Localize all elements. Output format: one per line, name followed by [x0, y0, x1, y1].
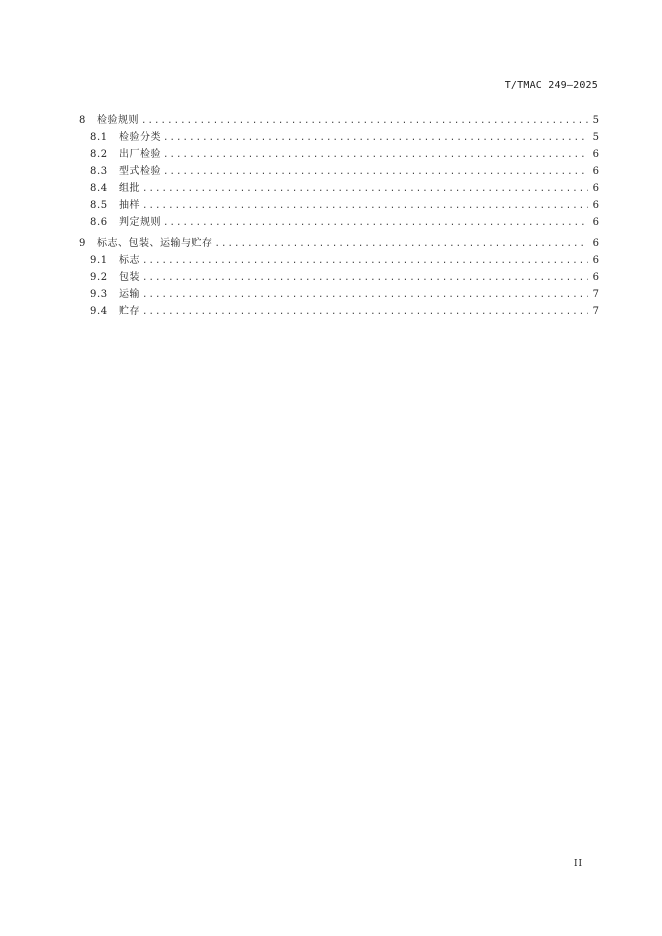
toc-entry-9-2[interactable] — [79, 271, 599, 288]
toc-entry-number: 9.4 — [90, 306, 108, 317]
toc-entry-title: 出厂检验 — [119, 149, 161, 160]
toc-dot-leader — [215, 237, 589, 251]
toc-entry-number: 8.3 — [90, 166, 108, 177]
toc-entry-title: 贮存 — [119, 306, 140, 317]
toc-entry-number: 8.5 — [90, 200, 108, 211]
toc-entry-page: 5 — [592, 115, 599, 126]
page-number: II — [574, 859, 584, 869]
toc-entry-page: 6 — [592, 166, 599, 177]
toc-entry-page: 6 — [592, 149, 599, 160]
toc-entry-page: 6 — [592, 255, 599, 266]
toc-entry-title: 型式检验 — [119, 166, 161, 177]
toc-dot-leader — [163, 165, 588, 179]
toc-entry-8-4[interactable] — [79, 182, 599, 199]
toc-entry-page: 6 — [592, 200, 599, 211]
table-of-contents — [79, 114, 599, 322]
toc-entry-9[interactable] — [79, 237, 599, 254]
toc-entry-number: 8.2 — [90, 149, 108, 160]
toc-entry-title: 标志 — [119, 255, 140, 266]
toc-entry-9-1[interactable] — [79, 254, 599, 271]
toc-dot-leader — [142, 271, 588, 285]
toc-entry-9-4[interactable] — [79, 305, 599, 322]
toc-dot-leader — [142, 305, 588, 319]
toc-entry-number: 9 — [79, 238, 86, 249]
toc-dot-leader — [163, 216, 588, 230]
toc-entry-8-5[interactable] — [79, 199, 599, 216]
toc-dot-leader — [163, 131, 588, 145]
toc-dot-leader — [142, 199, 588, 213]
toc-entry-title: 包装 — [119, 272, 140, 283]
toc-entry-number: 8 — [79, 115, 86, 126]
toc-dot-leader — [142, 254, 588, 268]
toc-entry-title: 检验规则 — [97, 115, 139, 126]
toc-entry-title: 标志、包装、运输与贮存 — [97, 238, 213, 249]
toc-entry-page: 7 — [592, 289, 599, 300]
toc-dot-leader — [142, 288, 588, 302]
toc-entry-number: 9.1 — [90, 255, 108, 266]
toc-entry-number: 9.2 — [90, 272, 108, 283]
toc-entry-page: 6 — [592, 272, 599, 283]
toc-dot-leader — [142, 182, 588, 196]
toc-entry-number: 9.3 — [90, 289, 108, 300]
toc-entry-page: 6 — [592, 238, 599, 249]
toc-entry-number: 8.4 — [90, 183, 108, 194]
toc-entry-number: 8.6 — [90, 217, 108, 228]
toc-entry-title: 组批 — [119, 183, 140, 194]
toc-entry-number: 8.1 — [90, 132, 108, 143]
toc-entry-8-6[interactable] — [79, 216, 599, 233]
toc-entry-page: 5 — [592, 132, 599, 143]
toc-entry-8-2[interactable] — [79, 148, 599, 165]
toc-entry-title: 检验分类 — [119, 132, 161, 143]
toc-entry-8[interactable] — [79, 114, 599, 131]
toc-entry-page: 6 — [592, 217, 599, 228]
toc-entry-8-3[interactable] — [79, 165, 599, 182]
toc-dot-leader — [163, 148, 588, 162]
toc-entry-page: 7 — [592, 306, 599, 317]
toc-entry-9-3[interactable] — [79, 288, 599, 305]
toc-entry-page: 6 — [592, 183, 599, 194]
toc-dot-leader — [141, 114, 588, 128]
toc-entry-title: 判定规则 — [119, 217, 161, 228]
toc-entry-title: 运输 — [119, 289, 140, 300]
toc-entry-title: 抽样 — [119, 200, 140, 211]
standard-code: T/TMAC 249—2025 — [504, 80, 598, 91]
toc-entry-8-1[interactable] — [79, 131, 599, 148]
